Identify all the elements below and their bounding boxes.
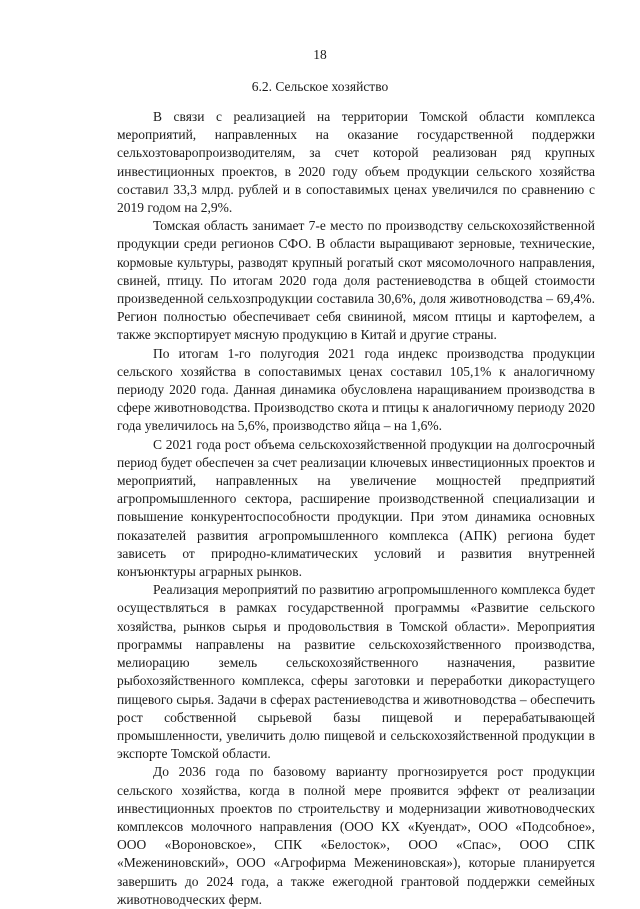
body-text	[117, 108, 595, 909]
page-number: 18	[313, 47, 327, 62]
paragraph: По итогам 1-го полугодия 2021 года индекс производства продукции сельского хозяйства в сопоставимых ценах составил 105,1% к аналогичному периоду 2020 года. Данная динамика обусловлена наращиванием производства в сфере животноводства. Производство скота и птицы к аналогичному периоду 2020 года увеличилось на 5,6%, производство яйца – на 1,6%.	[117, 345, 595, 434]
paragraph: Реализация мероприятий по развитию агропромышленного комплекса будет осуществляться в рамках государственной программы «Развитие сельского хозяйства, рынков сырья и продовольствия в Томской области». Мероприятия программы направлены на развитие сельскохозяйственного производства, мелиорацию земель сельскохозяйственного назначения, развитие рыбохозяйственного комплекса, сферы заготовки и переработки дикорастущего пищевого сырья. Задачи в сферах растениеводства и животноводства – обеспечить рост собственной сырьевой базы пищевой и перерабатывающей промышленности, увеличить долю пищевой и сельскохозяйственной продукции в экспорте Томской области.	[117, 582, 595, 762]
paragraph: В связи с реализацией на территории Томской области комплекса мероприятий, направленных на оказание государственной поддержки сельхозтоваропроизводителям, за счет которой реализован ряд крупных инвестиционных проектов, в 2020 году объем продукции сельского хозяйства составил 33,3 млрд. рублей и в сопоставимых ценах увеличился по сравнению с 2019 годом на 2,9%.	[117, 109, 595, 216]
section-title: 6.2. Сельское хозяйство	[251, 79, 389, 94]
paragraph: До 2036 года по базовому варианту прогнозируется рост продукции сельского хозяйства, когда в полной мере проявится эффект от реализации инвестиционных проектов по строительству и модернизации животноводческих комплексов молочного направления (ООО КХ «Куендат», ООО «Подсобное», ООО «Вороновское», СПК «Белосток», ООО «Спас», ООО СПК «Межениновский», ООО «Агрофирма Межениновская»), которые планируется завершить до 2024 года, а также ежегодной грантовой поддержки семейных животноводческих ферм.	[117, 764, 595, 907]
paragraph: Томская область занимает 7-е место по производству сельскохозяйственной продукции среди регионов СФО. В области выращивают зерновые, технические, кормовые культуры, разводят крупный рогатый скот мясомолочного направления, свиней, птицу. По итогам 2020 года доля растениеводства в общей стоимости произведенной сельхозпродукции составила 30,6%, доля животноводства – 69,4%. Регион полностью обеспечивает себя свининой, мясом птицы и картофелем, а также экспортирует мясную продукцию в Китай и другие страны.	[117, 218, 595, 343]
paragraph: С 2021 года рост объема сельскохозяйственной продукции на долгосрочный период будет обеспечен за счет реализации ключевых инвестиционных проектов и мероприятий, направленных на увеличение мощностей предприятий агропромышленного сектора, расширение производственной специализации и повышение конкурентоспособности продукции. При этом динамика основных показателей развития агропромышленного комплекса (АПК) региона будет зависеть от природно-климатических условий и развития внутренней конъюнктуры аграрных рынков.	[117, 436, 595, 580]
